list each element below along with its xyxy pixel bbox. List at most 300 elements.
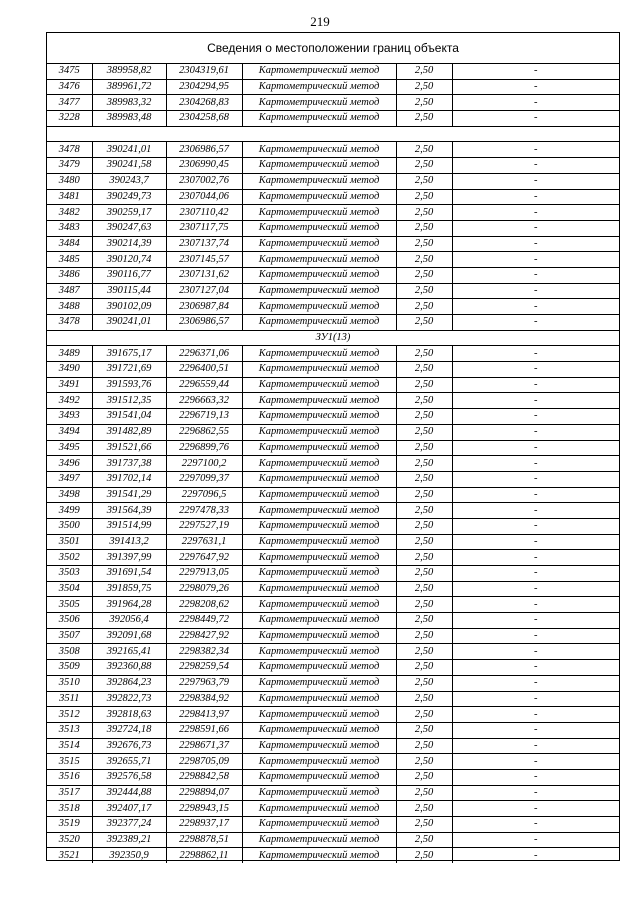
point-number-cell: 3494 (47, 424, 92, 440)
method-cell: Картометрический метод (242, 534, 396, 550)
y-coordinate-cell: 2298384,92 (166, 691, 242, 707)
method-cell: Картометрический метод (242, 362, 396, 378)
description-cell: - (452, 581, 619, 597)
table-row (47, 817, 619, 833)
y-coordinate-cell: 2304258,68 (166, 111, 242, 127)
description-cell: - (452, 754, 619, 770)
y-coordinate-cell: 2297100,2 (166, 456, 242, 472)
table-row (47, 848, 619, 863)
point-number-cell: 3517 (47, 785, 92, 801)
point-number-cell: 3475 (47, 64, 92, 79)
table-row (47, 613, 619, 629)
y-coordinate-cell: 2307131,62 (166, 267, 242, 283)
method-cell: Картометрический метод (242, 518, 396, 534)
description-cell: - (452, 64, 619, 79)
x-coordinate-cell: 389983,32 (92, 95, 166, 111)
accuracy-cell: 2,50 (396, 299, 452, 315)
x-coordinate-cell: 389983,48 (92, 111, 166, 127)
x-coordinate-cell: 392444,88 (92, 785, 166, 801)
accuracy-cell: 2,50 (396, 597, 452, 613)
description-cell: - (452, 142, 619, 158)
y-coordinate-cell: 2298894,07 (166, 785, 242, 801)
point-number-cell: 3489 (47, 346, 92, 362)
point-number-cell: 3491 (47, 377, 92, 393)
y-coordinate-cell: 2297631,1 (166, 534, 242, 550)
table-row (47, 205, 619, 221)
y-coordinate-cell: 2298591,66 (166, 722, 242, 738)
table-row (47, 252, 619, 268)
point-number-cell: 3511 (47, 691, 92, 707)
x-coordinate-cell: 391964,28 (92, 597, 166, 613)
method-cell: Картометрический метод (242, 393, 396, 409)
x-coordinate-cell: 390249,73 (92, 189, 166, 205)
accuracy-cell: 2,50 (396, 346, 452, 362)
method-cell: Картометрический метод (242, 722, 396, 738)
section-label: ЗУ1(13) (47, 330, 619, 346)
x-coordinate-cell: 392818,63 (92, 707, 166, 723)
point-number-cell: 3505 (47, 597, 92, 613)
table-row (47, 142, 619, 158)
point-number-cell: 3478 (47, 142, 92, 158)
description-cell: - (452, 691, 619, 707)
accuracy-cell: 2,50 (396, 707, 452, 723)
accuracy-cell: 2,50 (396, 95, 452, 111)
y-coordinate-cell: 2296862,55 (166, 424, 242, 440)
description-cell: - (452, 267, 619, 283)
point-number-cell: 3507 (47, 628, 92, 644)
x-coordinate-cell: 392350,9 (92, 848, 166, 863)
description-cell: - (452, 503, 619, 519)
y-coordinate-cell: 2306987,84 (166, 299, 242, 315)
y-coordinate-cell: 2296719,13 (166, 409, 242, 425)
table-row (47, 64, 619, 79)
table-row (47, 173, 619, 189)
accuracy-cell: 2,50 (396, 785, 452, 801)
accuracy-cell: 2,50 (396, 534, 452, 550)
description-cell: - (452, 111, 619, 127)
table-row (47, 409, 619, 425)
point-number-cell: 3498 (47, 487, 92, 503)
point-number-cell: 3486 (47, 267, 92, 283)
x-coordinate-cell: 390214,39 (92, 236, 166, 252)
table-row (47, 346, 619, 362)
table-row (47, 95, 619, 111)
method-cell: Картометрический метод (242, 660, 396, 676)
method-cell: Картометрический метод (242, 597, 396, 613)
x-coordinate-cell: 391593,76 (92, 377, 166, 393)
table-row (47, 738, 619, 754)
x-coordinate-cell: 391521,66 (92, 440, 166, 456)
x-coordinate-cell: 392724,18 (92, 722, 166, 738)
method-cell: Картометрический метод (242, 456, 396, 472)
y-coordinate-cell: 2298259,54 (166, 660, 242, 676)
point-number-cell: 3485 (47, 252, 92, 268)
x-coordinate-cell: 391514,99 (92, 518, 166, 534)
point-number-cell: 3481 (47, 189, 92, 205)
boundary-table-frame (46, 32, 620, 861)
table-row (47, 487, 619, 503)
y-coordinate-cell: 2297099,37 (166, 471, 242, 487)
method-cell: Картометрический метод (242, 566, 396, 582)
accuracy-cell: 2,50 (396, 236, 452, 252)
description-cell: - (452, 597, 619, 613)
description-cell: - (452, 189, 619, 205)
x-coordinate-cell: 390102,09 (92, 299, 166, 315)
y-coordinate-cell: 2298382,34 (166, 644, 242, 660)
y-coordinate-cell: 2297527,19 (166, 518, 242, 534)
table-row (47, 691, 619, 707)
description-cell: - (452, 534, 619, 550)
point-number-cell: 3496 (47, 456, 92, 472)
accuracy-cell: 2,50 (396, 801, 452, 817)
point-number-cell: 3495 (47, 440, 92, 456)
description-cell: - (452, 518, 619, 534)
y-coordinate-cell: 2304294,95 (166, 79, 242, 95)
method-cell: Картометрический метод (242, 252, 396, 268)
section-separator-row (47, 126, 619, 142)
table-row (47, 315, 619, 331)
table-row (47, 456, 619, 472)
table-row (47, 471, 619, 487)
table-row (47, 440, 619, 456)
point-number-cell: 3480 (47, 173, 92, 189)
description-cell: - (452, 675, 619, 691)
x-coordinate-cell: 390115,44 (92, 283, 166, 299)
y-coordinate-cell: 2297478,33 (166, 503, 242, 519)
method-cell: Картометрический метод (242, 220, 396, 236)
x-coordinate-cell: 392864,23 (92, 675, 166, 691)
method-cell: Картометрический метод (242, 487, 396, 503)
x-coordinate-cell: 391702,14 (92, 471, 166, 487)
x-coordinate-cell: 392165,41 (92, 644, 166, 660)
accuracy-cell: 2,50 (396, 675, 452, 691)
accuracy-cell: 2,50 (396, 267, 452, 283)
method-cell: Картометрический метод (242, 503, 396, 519)
accuracy-cell: 2,50 (396, 550, 452, 566)
y-coordinate-cell: 2298878,51 (166, 832, 242, 848)
accuracy-cell: 2,50 (396, 456, 452, 472)
point-number-cell: 3488 (47, 299, 92, 315)
x-coordinate-cell: 391675,17 (92, 346, 166, 362)
x-coordinate-cell: 392377,24 (92, 817, 166, 833)
method-cell: Картометрический метод (242, 817, 396, 833)
y-coordinate-cell: 2298943,15 (166, 801, 242, 817)
description-cell: - (452, 158, 619, 174)
table-row (47, 769, 619, 785)
description-cell: - (452, 377, 619, 393)
description-cell: - (452, 644, 619, 660)
accuracy-cell: 2,50 (396, 503, 452, 519)
accuracy-cell: 2,50 (396, 691, 452, 707)
y-coordinate-cell: 2298413,97 (166, 707, 242, 723)
accuracy-cell: 2,50 (396, 64, 452, 79)
method-cell: Картометрический метод (242, 644, 396, 660)
accuracy-cell: 2,50 (396, 769, 452, 785)
method-cell: Картометрический метод (242, 707, 396, 723)
table-row (47, 675, 619, 691)
method-cell: Картометрический метод (242, 691, 396, 707)
description-cell: - (452, 550, 619, 566)
x-coordinate-cell: 389958,82 (92, 64, 166, 79)
point-number-cell: 3490 (47, 362, 92, 378)
x-coordinate-cell: 390116,77 (92, 267, 166, 283)
point-number-cell: 3502 (47, 550, 92, 566)
y-coordinate-cell: 2298937,17 (166, 817, 242, 833)
method-cell: Картометрический метод (242, 424, 396, 440)
method-cell: Картометрический метод (242, 738, 396, 754)
accuracy-cell: 2,50 (396, 660, 452, 676)
description-cell: - (452, 252, 619, 268)
description-cell: - (452, 738, 619, 754)
accuracy-cell: 2,50 (396, 362, 452, 378)
description-cell: - (452, 707, 619, 723)
method-cell: Картометрический метод (242, 95, 396, 111)
table-row (47, 534, 619, 550)
accuracy-cell: 2,50 (396, 738, 452, 754)
accuracy-cell: 2,50 (396, 220, 452, 236)
method-cell: Картометрический метод (242, 111, 396, 127)
point-number-cell: 3514 (47, 738, 92, 754)
x-coordinate-cell: 390241,58 (92, 158, 166, 174)
description-cell: - (452, 236, 619, 252)
description-cell: - (452, 628, 619, 644)
description-cell: - (452, 393, 619, 409)
y-coordinate-cell: 2298671,37 (166, 738, 242, 754)
table-row (47, 566, 619, 582)
y-coordinate-cell: 2297647,92 (166, 550, 242, 566)
x-coordinate-cell: 390259,17 (92, 205, 166, 221)
description-cell: - (452, 346, 619, 362)
table-row (47, 283, 619, 299)
x-coordinate-cell: 392676,73 (92, 738, 166, 754)
method-cell: Картометрический метод (242, 754, 396, 770)
y-coordinate-cell: 2298208,62 (166, 597, 242, 613)
accuracy-cell: 2,50 (396, 424, 452, 440)
y-coordinate-cell: 2307002,76 (166, 173, 242, 189)
point-number-cell: 3479 (47, 158, 92, 174)
y-coordinate-cell: 2298842,58 (166, 769, 242, 785)
accuracy-cell: 2,50 (396, 581, 452, 597)
point-number-cell: 3501 (47, 534, 92, 550)
y-coordinate-cell: 2296663,32 (166, 393, 242, 409)
point-number-cell: 3513 (47, 722, 92, 738)
y-coordinate-cell: 2307044,06 (166, 189, 242, 205)
description-cell: - (452, 440, 619, 456)
x-coordinate-cell: 390247,63 (92, 220, 166, 236)
method-cell: Картометрический метод (242, 283, 396, 299)
accuracy-cell: 2,50 (396, 315, 452, 331)
y-coordinate-cell: 2306986,57 (166, 315, 242, 331)
y-coordinate-cell: 2298427,92 (166, 628, 242, 644)
y-coordinate-cell: 2307127,04 (166, 283, 242, 299)
description-cell: - (452, 613, 619, 629)
method-cell: Картометрический метод (242, 581, 396, 597)
table-row (47, 832, 619, 848)
table-row (47, 158, 619, 174)
description-cell: - (452, 801, 619, 817)
method-cell: Картометрический метод (242, 142, 396, 158)
description-cell: - (452, 299, 619, 315)
point-number-cell: 3228 (47, 111, 92, 127)
description-cell: - (452, 785, 619, 801)
point-number-cell: 3506 (47, 613, 92, 629)
method-cell: Картометрический метод (242, 550, 396, 566)
accuracy-cell: 2,50 (396, 440, 452, 456)
point-number-cell: 3484 (47, 236, 92, 252)
table-row (47, 111, 619, 127)
point-number-cell: 3508 (47, 644, 92, 660)
method-cell: Картометрический метод (242, 801, 396, 817)
table-row (47, 550, 619, 566)
description-cell: - (452, 409, 619, 425)
x-coordinate-cell: 392056,4 (92, 613, 166, 629)
coordinates-table (47, 64, 619, 863)
point-number-cell: 3478 (47, 315, 92, 331)
point-number-cell: 3509 (47, 660, 92, 676)
description-cell: - (452, 424, 619, 440)
table-row (47, 597, 619, 613)
method-cell: Картометрический метод (242, 440, 396, 456)
table-row (47, 377, 619, 393)
table-row (47, 801, 619, 817)
description-cell: - (452, 817, 619, 833)
description-cell: - (452, 566, 619, 582)
description-cell: - (452, 769, 619, 785)
y-coordinate-cell: 2307145,57 (166, 252, 242, 268)
method-cell: Картометрический метод (242, 299, 396, 315)
point-number-cell: 3516 (47, 769, 92, 785)
x-coordinate-cell: 390241,01 (92, 142, 166, 158)
point-number-cell: 3512 (47, 707, 92, 723)
method-cell: Картометрический метод (242, 315, 396, 331)
accuracy-cell: 2,50 (396, 189, 452, 205)
description-cell: - (452, 487, 619, 503)
method-cell: Картометрический метод (242, 377, 396, 393)
accuracy-cell: 2,50 (396, 205, 452, 221)
description-cell: - (452, 315, 619, 331)
accuracy-cell: 2,50 (396, 471, 452, 487)
x-coordinate-cell: 390120,74 (92, 252, 166, 268)
method-cell: Картометрический метод (242, 79, 396, 95)
accuracy-cell: 2,50 (396, 158, 452, 174)
description-cell: - (452, 95, 619, 111)
description-cell: - (452, 283, 619, 299)
point-number-cell: 3476 (47, 79, 92, 95)
x-coordinate-cell: 391397,99 (92, 550, 166, 566)
table-title: Сведения о местоположении границ объекта (47, 33, 619, 64)
y-coordinate-cell: 2296559,44 (166, 377, 242, 393)
y-coordinate-cell: 2298079,26 (166, 581, 242, 597)
point-number-cell: 3497 (47, 471, 92, 487)
accuracy-cell: 2,50 (396, 252, 452, 268)
description-cell: - (534, 849, 538, 861)
point-number-cell: 3477 (47, 95, 92, 111)
x-coordinate-cell: 392655,71 (92, 754, 166, 770)
method-cell: Картометрический метод (242, 832, 396, 848)
accuracy-cell: 2,50 (396, 142, 452, 158)
description-cell: - (452, 173, 619, 189)
description-cell: - (452, 79, 619, 95)
y-coordinate-cell: 2296371,06 (166, 346, 242, 362)
table-row (47, 707, 619, 723)
table-row (47, 220, 619, 236)
accuracy-cell: 2,50 (396, 487, 452, 503)
x-coordinate-cell: 391564,39 (92, 503, 166, 519)
point-number-cell: 3510 (47, 675, 92, 691)
method-cell: Картометрический метод (242, 346, 396, 362)
point-number-cell: 3520 (47, 832, 92, 848)
description-cell: - (452, 205, 619, 221)
point-number-cell: 3482 (47, 205, 92, 221)
x-coordinate-cell: 391541,29 (92, 487, 166, 503)
description-cell: - (452, 456, 619, 472)
y-coordinate-cell: 2298449,72 (166, 613, 242, 629)
description-cell: - (452, 220, 619, 236)
description-cell: - (452, 471, 619, 487)
method-cell: Картометрический метод (242, 613, 396, 629)
y-coordinate-cell: 2296899,76 (166, 440, 242, 456)
x-coordinate-cell: 392389,21 (92, 832, 166, 848)
accuracy-cell: 2,50 (396, 832, 452, 848)
accuracy-cell: 2,50 (396, 817, 452, 833)
accuracy-cell: 2,50 (396, 79, 452, 95)
point-number-cell: 3483 (47, 220, 92, 236)
coordinates-table-body (47, 64, 619, 863)
method-cell: Картометрический метод (242, 769, 396, 785)
section-label (47, 126, 619, 142)
table-row (47, 299, 619, 315)
accuracy-cell: 2,50 (396, 518, 452, 534)
x-coordinate-cell: 392091,68 (92, 628, 166, 644)
x-coordinate-cell: 391482,89 (92, 424, 166, 440)
accuracy-cell: 2,50 (396, 283, 452, 299)
x-coordinate-cell: 392360,88 (92, 660, 166, 676)
x-coordinate-cell: 391859,75 (92, 581, 166, 597)
accuracy-cell: 2,50 (396, 377, 452, 393)
y-coordinate-cell: 2297963,79 (166, 675, 242, 691)
accuracy-cell: 2,50 (396, 173, 452, 189)
accuracy-cell: 2,50 (396, 754, 452, 770)
table-row (47, 581, 619, 597)
table-row (47, 424, 619, 440)
table-row (47, 644, 619, 660)
section-separator-row (47, 330, 619, 346)
point-number-cell: 3518 (47, 801, 92, 817)
y-coordinate-cell: 2297096,5 (166, 487, 242, 503)
point-number-cell: 3487 (47, 283, 92, 299)
method-cell: Картометрический метод (242, 189, 396, 205)
table-row (47, 236, 619, 252)
y-coordinate-cell: 2307110,42 (166, 205, 242, 221)
accuracy-cell: 2,50 (396, 566, 452, 582)
point-number-cell: 3519 (47, 817, 92, 833)
method-cell: Картометрический метод (242, 158, 396, 174)
accuracy-cell: 2,50 (396, 111, 452, 127)
table-row (47, 393, 619, 409)
method-cell: Картометрический метод (242, 628, 396, 644)
x-coordinate-cell: 390243,7 (92, 173, 166, 189)
y-coordinate-cell: 2298862,11 (166, 848, 242, 863)
description-cell: - (452, 722, 619, 738)
description-cell: - (452, 832, 619, 848)
x-coordinate-cell: 392822,73 (92, 691, 166, 707)
page-number: 219 (310, 14, 330, 29)
y-coordinate-cell: 2306986,57 (166, 142, 242, 158)
x-coordinate-cell: 392576,58 (92, 769, 166, 785)
table-row (47, 79, 619, 95)
point-number-cell: 3493 (47, 409, 92, 425)
y-coordinate-cell: 2307137,74 (166, 236, 242, 252)
